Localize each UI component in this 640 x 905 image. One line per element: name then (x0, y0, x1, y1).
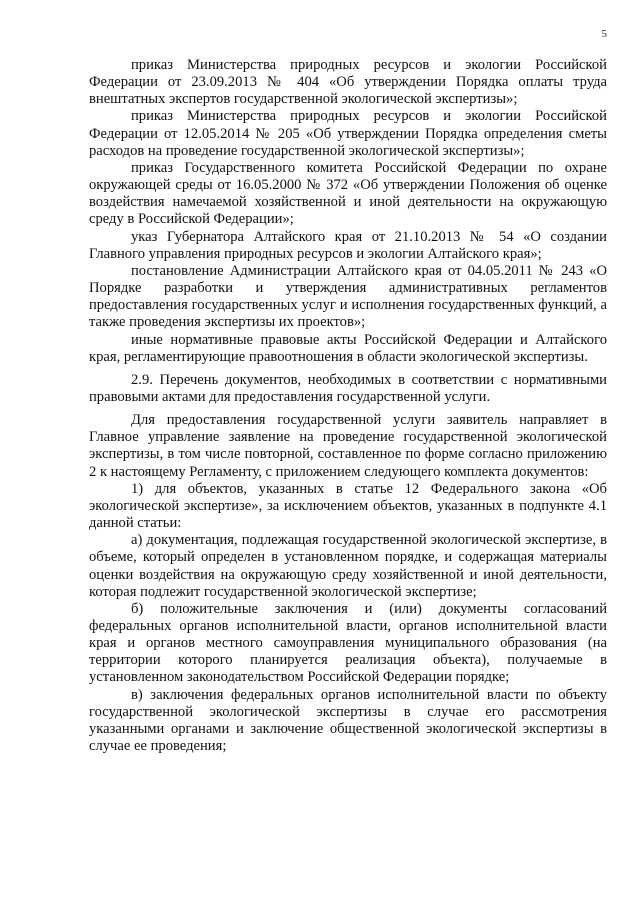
document-body (89, 57, 607, 755)
section-2-9-heading: 2.9. Перечень документов, необходимых в соответствии с нормативными правовыми актами для предоставления государственной услуги. (89, 371, 607, 405)
paragraph-order-372: приказ Государственного комитета Российской Федерации по охране окружающей среды от 16.05.2000 № 372 «Об утверждении Положения об оценке воздействия намечаемой хозяйственной и иной деятельности на окружающую среду в Российской Федерации»; (89, 159, 607, 228)
list-item-v: в) заключения федеральных органов исполнительной власти по объекту государственной экологической экспертизы в случае его рассмотрения указанными органами и заключение общественной экологической экспертизы в случае ее проведения; (89, 686, 607, 755)
list-item-1: 1) для объектов, указанных в статье 12 Федерального закона «Об экологической экспертизе», за исключением объектов, указанных в подпункте 4.1 данной статьи: (89, 480, 607, 532)
list-item-a: а) документация, подлежащая государственной экологической экспертизе, в объеме, который определен в установленном порядке, и содержащая материалы оценки воздействия на окружающую среду хозяйственной и иной деятельности, которая подлежит государственной экологической экспертизе; (89, 532, 607, 600)
paragraph-order-404: приказ Министерства природных ресурсов и экологии Российской Федерации от 23.09.2013 № 404 «Об утверждении Порядка оплаты труда внештатных экспертов государственной экологической экспертизы»; (89, 57, 607, 108)
paragraph-decree-54: указ Губернатора Алтайского края от 21.10.2013 № 54 «О создании Главного управления природных ресурсов и экологии Алтайского края»; (89, 228, 607, 262)
list-item-b: б) положительные заключения и (или) документы согласований федеральных органов исполнительной власти, органов исполнительной власти края и органов местного самоуправления муниципального образования (на территории которого планируется реализация объекта), получаемые в установленном законодательством Российской Федерации порядке; (89, 600, 607, 686)
paragraph-resolution-243: постановление Администрации Алтайского края от 04.05.2011 № 243 «О Порядке разработки и утверждения административных регламентов предоставления государственных услуг и исполнения государственных функций, а также проведения экспертизы их проектов»; (89, 262, 607, 331)
paragraph-other-acts: иные нормативные правовые акты Российской Федерации и Алтайского края, регламентирующие правоотношения в области экологической экспертизы. (89, 331, 607, 365)
paragraph-application: Для предоставления государственной услуги заявитель направляет в Главное управление заявление на проведение государственной экологической экспертизы, в том числе повторной, составленное по форме согласно приложению 2 к настоящему Регламенту, с приложением следующего комплекта документов: (89, 412, 607, 480)
page-number: 5 (601, 28, 607, 40)
paragraph-order-205: приказ Министерства природных ресурсов и экологии Российской Федерации от 12.05.2014 № 205 «Об утверждении Порядка определения сметы расходов на проведение государственной экологической экспертизы»; (89, 108, 607, 159)
